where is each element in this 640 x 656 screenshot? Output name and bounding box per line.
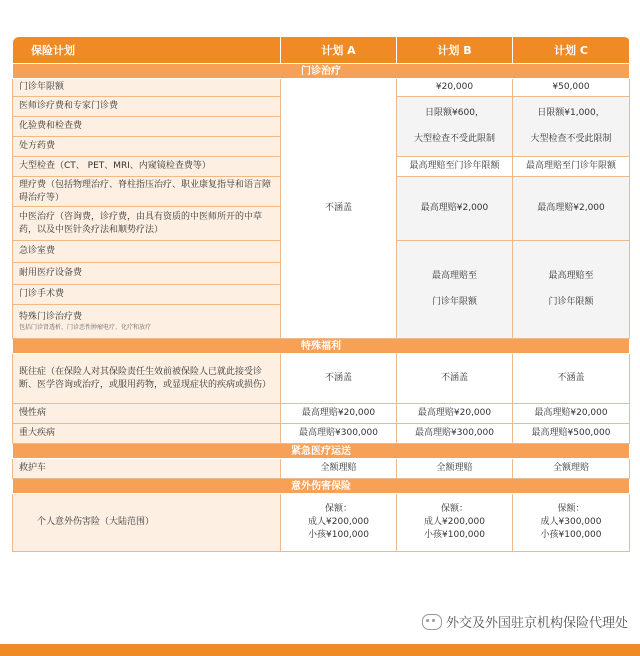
plan-c-daily-line2: 大型检查不受此限制 [530,134,612,144]
row-label: 急诊室费 [13,241,281,263]
plan-c-large: 最高理赔至门诊年限额 [513,157,630,177]
row-label: 医师诊疗费和专家门诊费 [13,97,281,117]
plan-b-rest [397,241,513,339]
plan-a-chronic: 最高理赔¥20,000 [281,404,397,424]
table-row [13,459,630,479]
plan-a-accident-l3: 小孩¥100,000 [308,530,369,540]
wechat-icon [422,614,442,630]
plan-b-accident-l1: 保额： [440,504,468,514]
plan-a-pre: 不涵盖 [281,354,397,404]
plan-b-large: 最高理赔至门诊年限额 [397,157,513,177]
header-plan-a: 计划 A [281,37,397,64]
section-title-accident: 意外伤害保险 [13,479,630,494]
plan-c-physio: 最高理赔¥2,000 [513,177,630,241]
section-title-evac: 紧急医疗运送 [13,444,630,459]
plan-c-daily [513,97,630,157]
plan-b-daily-line1: 日限额¥600， [425,108,484,118]
row-label: 中医治疗（咨询费，诊疗费，由具有资质的中医师所开的中草药，以及中医针灸疗法和顺势疗法） [13,207,281,241]
section-row-accident [13,479,630,494]
plan-b-accident [397,494,513,552]
special-outpatient-label: 特殊门诊治疗费 [19,312,83,322]
plan-c-rest-line2: 门诊年限额 [548,297,594,307]
plan-b-accident-l2: 成人¥200,000 [424,517,485,527]
special-outpatient-note: 包括门诊肾透析、门诊恶性肿瘤电疗、化疗和放疗 [19,324,152,331]
table-header-row [13,37,630,64]
plan-c-chronic: 最高理赔¥20,000 [513,404,630,424]
row-label: 化验费和检查费 [13,117,281,137]
row-label: 理疗费（包括物理治疗、脊柱指压治疗、职业康复指导和语言障碍治疗等） [13,177,281,207]
plan-b-rest-line2: 门诊年限额 [431,297,477,307]
plan-a-critical: 最高理赔¥300,000 [281,424,397,444]
plan-c-accident-l1: 保额： [557,504,585,514]
plan-b-accident-l3: 小孩¥100,000 [424,530,485,540]
section-row-special [13,339,630,354]
header-plan-c: 计划 C [513,37,630,64]
plan-a-accident [281,494,397,552]
insurance-plan-table [12,36,630,552]
table-row [13,404,630,424]
table-row [13,424,630,444]
row-label: 门诊手术费 [13,285,281,305]
watermark-text: 外交及外国驻京机构保险代理处 [445,616,628,631]
watermark [422,612,628,631]
row-label: 重大疾病 [13,424,281,444]
plan-c-limit: ¥50,000 [513,79,630,97]
header-plan-b: 计划 B [397,37,513,64]
plan-a-accident-l1: 保额： [324,504,352,514]
section-row-evac [13,444,630,459]
plan-c-rest [513,241,630,339]
plan-a-accident-l2: 成人¥200,000 [308,517,369,527]
plan-a-outpatient-cell: 不涵盖 [281,79,397,339]
plan-c-accident [513,494,630,552]
plan-b-daily-line2: 大型检查不受此限制 [413,134,495,144]
row-label: 处方药费 [13,137,281,157]
plan-c-accident-l3: 小孩¥100,000 [540,530,602,540]
plan-a-evac: 全额理赔 [281,459,397,479]
row-label: 救护车 [13,459,281,479]
footer-bar [0,644,640,656]
plan-b-daily [397,97,513,157]
plan-c-rest-line1: 最高理赔至 [548,271,594,281]
plan-b-pre: 不涵盖 [397,354,513,404]
plan-b-evac: 全额理赔 [397,459,513,479]
plan-b-limit: ¥20,000 [397,79,513,97]
plan-c-pre: 不涵盖 [513,354,630,404]
section-title-special: 特殊福利 [13,339,630,354]
table-row [13,79,630,97]
insurance-table-wrapper [12,36,629,552]
plan-b-physio: 最高理赔¥2,000 [397,177,513,241]
row-label [13,305,281,339]
row-label: 既往症（在保险人对其保险责任生效前被保险人已就此接受诊断、医学咨询或治疗，或服用药物，或显现症状的疾病或损伤） [13,354,281,404]
header-plan-label: 保险计划 [13,37,281,64]
table-row [13,494,630,552]
table-row [13,354,630,404]
plan-c-daily-line1: 日限额¥1,000， [537,108,605,118]
row-label: 慢性病 [13,404,281,424]
plan-b-critical: 最高理赔¥300,000 [397,424,513,444]
plan-c-critical: 最高理赔¥500,000 [513,424,630,444]
plan-b-rest-line1: 最高理赔至 [431,271,477,281]
row-label: 大型检查（CT、 PET、MRI、内窥镜检查费等） [13,157,281,177]
plan-c-evac: 全额理赔 [513,459,630,479]
row-label: 耐用医疗设备费 [13,263,281,285]
row-label: 个人意外伤害险（大陆范围） [13,494,281,552]
section-title-outpatient: 门诊治疗 [13,64,630,79]
row-label: 门诊年限额 [13,79,281,97]
plan-b-chronic: 最高理赔¥20,000 [397,404,513,424]
section-row-outpatient [13,64,630,79]
plan-c-accident-l2: 成人¥300,000 [540,517,602,527]
